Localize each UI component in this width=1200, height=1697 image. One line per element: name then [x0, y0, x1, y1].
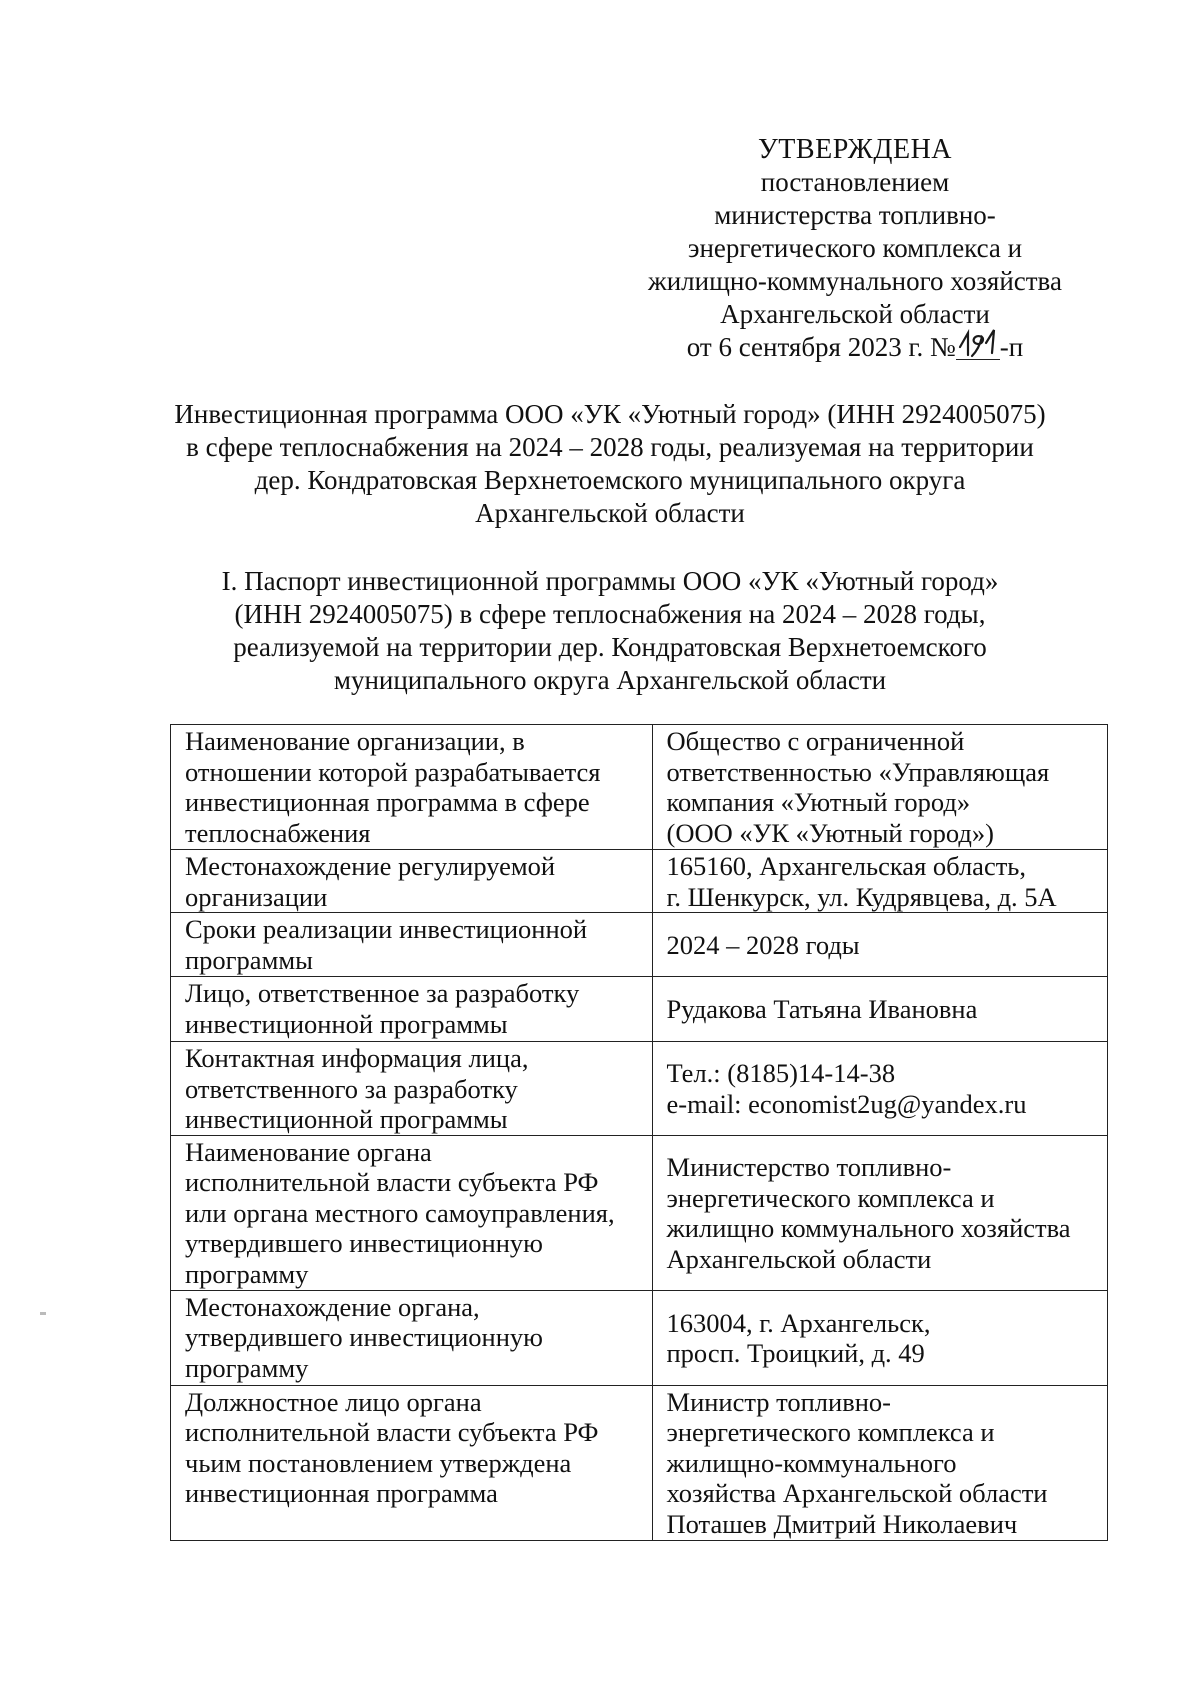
row-value-cell	[652, 1135, 1108, 1290]
row-label-cell	[171, 1290, 653, 1385]
approval-heading: УТВЕРЖДЕНА	[757, 134, 953, 165]
row-label-cell	[171, 1135, 653, 1290]
row-label: Сроки реализации инвестиционной программы	[185, 914, 588, 975]
approval-line: энергетического комплекса и	[687, 233, 1023, 263]
table-row	[171, 1135, 1108, 1290]
row-label-cell	[171, 850, 653, 913]
approval-line: министерства топливно-	[714, 200, 996, 230]
row-value-cell	[652, 977, 1108, 1042]
row-label: Должностное лицо органа исполнительной власти субъекта РФ чьим постановлением утверждена инвестиционная программа	[185, 1386, 599, 1508]
section-line: (ИНН 2924005075) в сфере теплоснабжения на 2024 – 2028 годы,	[234, 599, 986, 629]
row-label: Местонахождение регулируемой организации	[185, 851, 556, 912]
title-line: Инвестиционная программа ООО «УК «Уютный город» (ИНН 2924005075)	[174, 399, 1046, 429]
title-line: Архангельской области	[475, 498, 745, 528]
row-label: Лицо, ответственное за разработку инвестиционной программы	[185, 978, 580, 1039]
row-label-cell	[171, 725, 653, 850]
row-value: Министр топливно- энергетического комплекса и жилищно-коммунального хозяйства Архангельской области Поташев Дмитрий Николаевич	[666, 1386, 1048, 1539]
row-value-cell	[652, 913, 1108, 977]
table-row	[171, 913, 1108, 977]
row-label: Местонахождение органа, утвердившего инвестиционную программу	[185, 1291, 543, 1383]
approval-line: жилищно-коммунального хозяйства	[648, 266, 1062, 296]
row-value: 165160, Архангельская область, г. Шенкурск, ул. Кудрявцева, д. 5А	[666, 851, 1057, 912]
row-value-cell	[652, 1042, 1108, 1136]
row-value-cell	[652, 725, 1108, 850]
title-line: дер. Кондратовская Верхнетоемского муниципального округа	[254, 465, 966, 495]
row-value: 163004, г. Архангельск, просп. Троицкий, д. 49	[666, 1307, 931, 1368]
table-row	[171, 725, 1108, 850]
table-row	[171, 1042, 1108, 1136]
row-label-cell	[171, 977, 653, 1042]
approval-line: постановлением	[760, 167, 950, 197]
approval-line: Архангельской области	[720, 299, 990, 329]
row-value: Тел.: (8185)14-14-38 e-mail: economist2ug@yandex.ru	[666, 1058, 1027, 1119]
row-label: Контактная информация лица, ответственного за разработку инвестиционной программы	[185, 1043, 529, 1134]
scan-speck	[40, 1312, 46, 1315]
approval-date-line	[620, 331, 1090, 364]
table-row	[171, 1385, 1108, 1540]
row-label: Наименование организации, в отношении которой разрабатывается инвестиционная программа в сфере теплоснабжения	[185, 726, 601, 848]
approval-block	[620, 133, 1090, 364]
table-row	[171, 1290, 1108, 1385]
section-line: реализуемой на территории дер. Кондратовская Верхнетоемского	[233, 632, 987, 662]
handwritten-number-ink	[956, 325, 1000, 359]
row-label: Наименование органа исполнительной власти субъекта РФ или органа местного самоуправления, утвердившего инвестиционную программу	[185, 1136, 615, 1289]
section-heading	[150, 565, 1070, 697]
section-line: муниципального округа Архангельской области	[333, 665, 887, 695]
row-value-cell	[652, 850, 1108, 913]
row-value-cell	[652, 1385, 1108, 1540]
row-label-cell	[171, 913, 653, 977]
row-value: Общество с ограниченной ответственностью «Управляющая компания «Уютный город» (ООО «УК «Уютный город»)	[666, 726, 1050, 848]
row-value-cell	[652, 1290, 1108, 1385]
document-title	[150, 398, 1070, 530]
handwritten-number	[956, 331, 1000, 360]
passport-table	[170, 724, 1108, 1541]
row-value: 2024 – 2028 годы	[666, 929, 860, 960]
approval-date: от 6 сентября 2023 г. №	[686, 332, 956, 362]
table-row	[171, 850, 1108, 913]
table-row	[171, 977, 1108, 1042]
row-label-cell	[171, 1385, 653, 1540]
section-line: I. Паспорт инвестиционной программы ООО «УК «Уютный город»	[221, 566, 999, 596]
row-value: Рудакова Татьяна Ивановна	[666, 994, 978, 1025]
title-line: в сфере теплоснабжения на 2024 – 2028 годы, реализуемая на территории	[186, 432, 1034, 462]
row-value: Министерство топливно- энергетического комплекса и жилищно коммунального хозяйства Архангельской области	[666, 1152, 1071, 1274]
approval-number-suffix: -п	[999, 332, 1024, 362]
row-label-cell	[171, 1042, 653, 1136]
